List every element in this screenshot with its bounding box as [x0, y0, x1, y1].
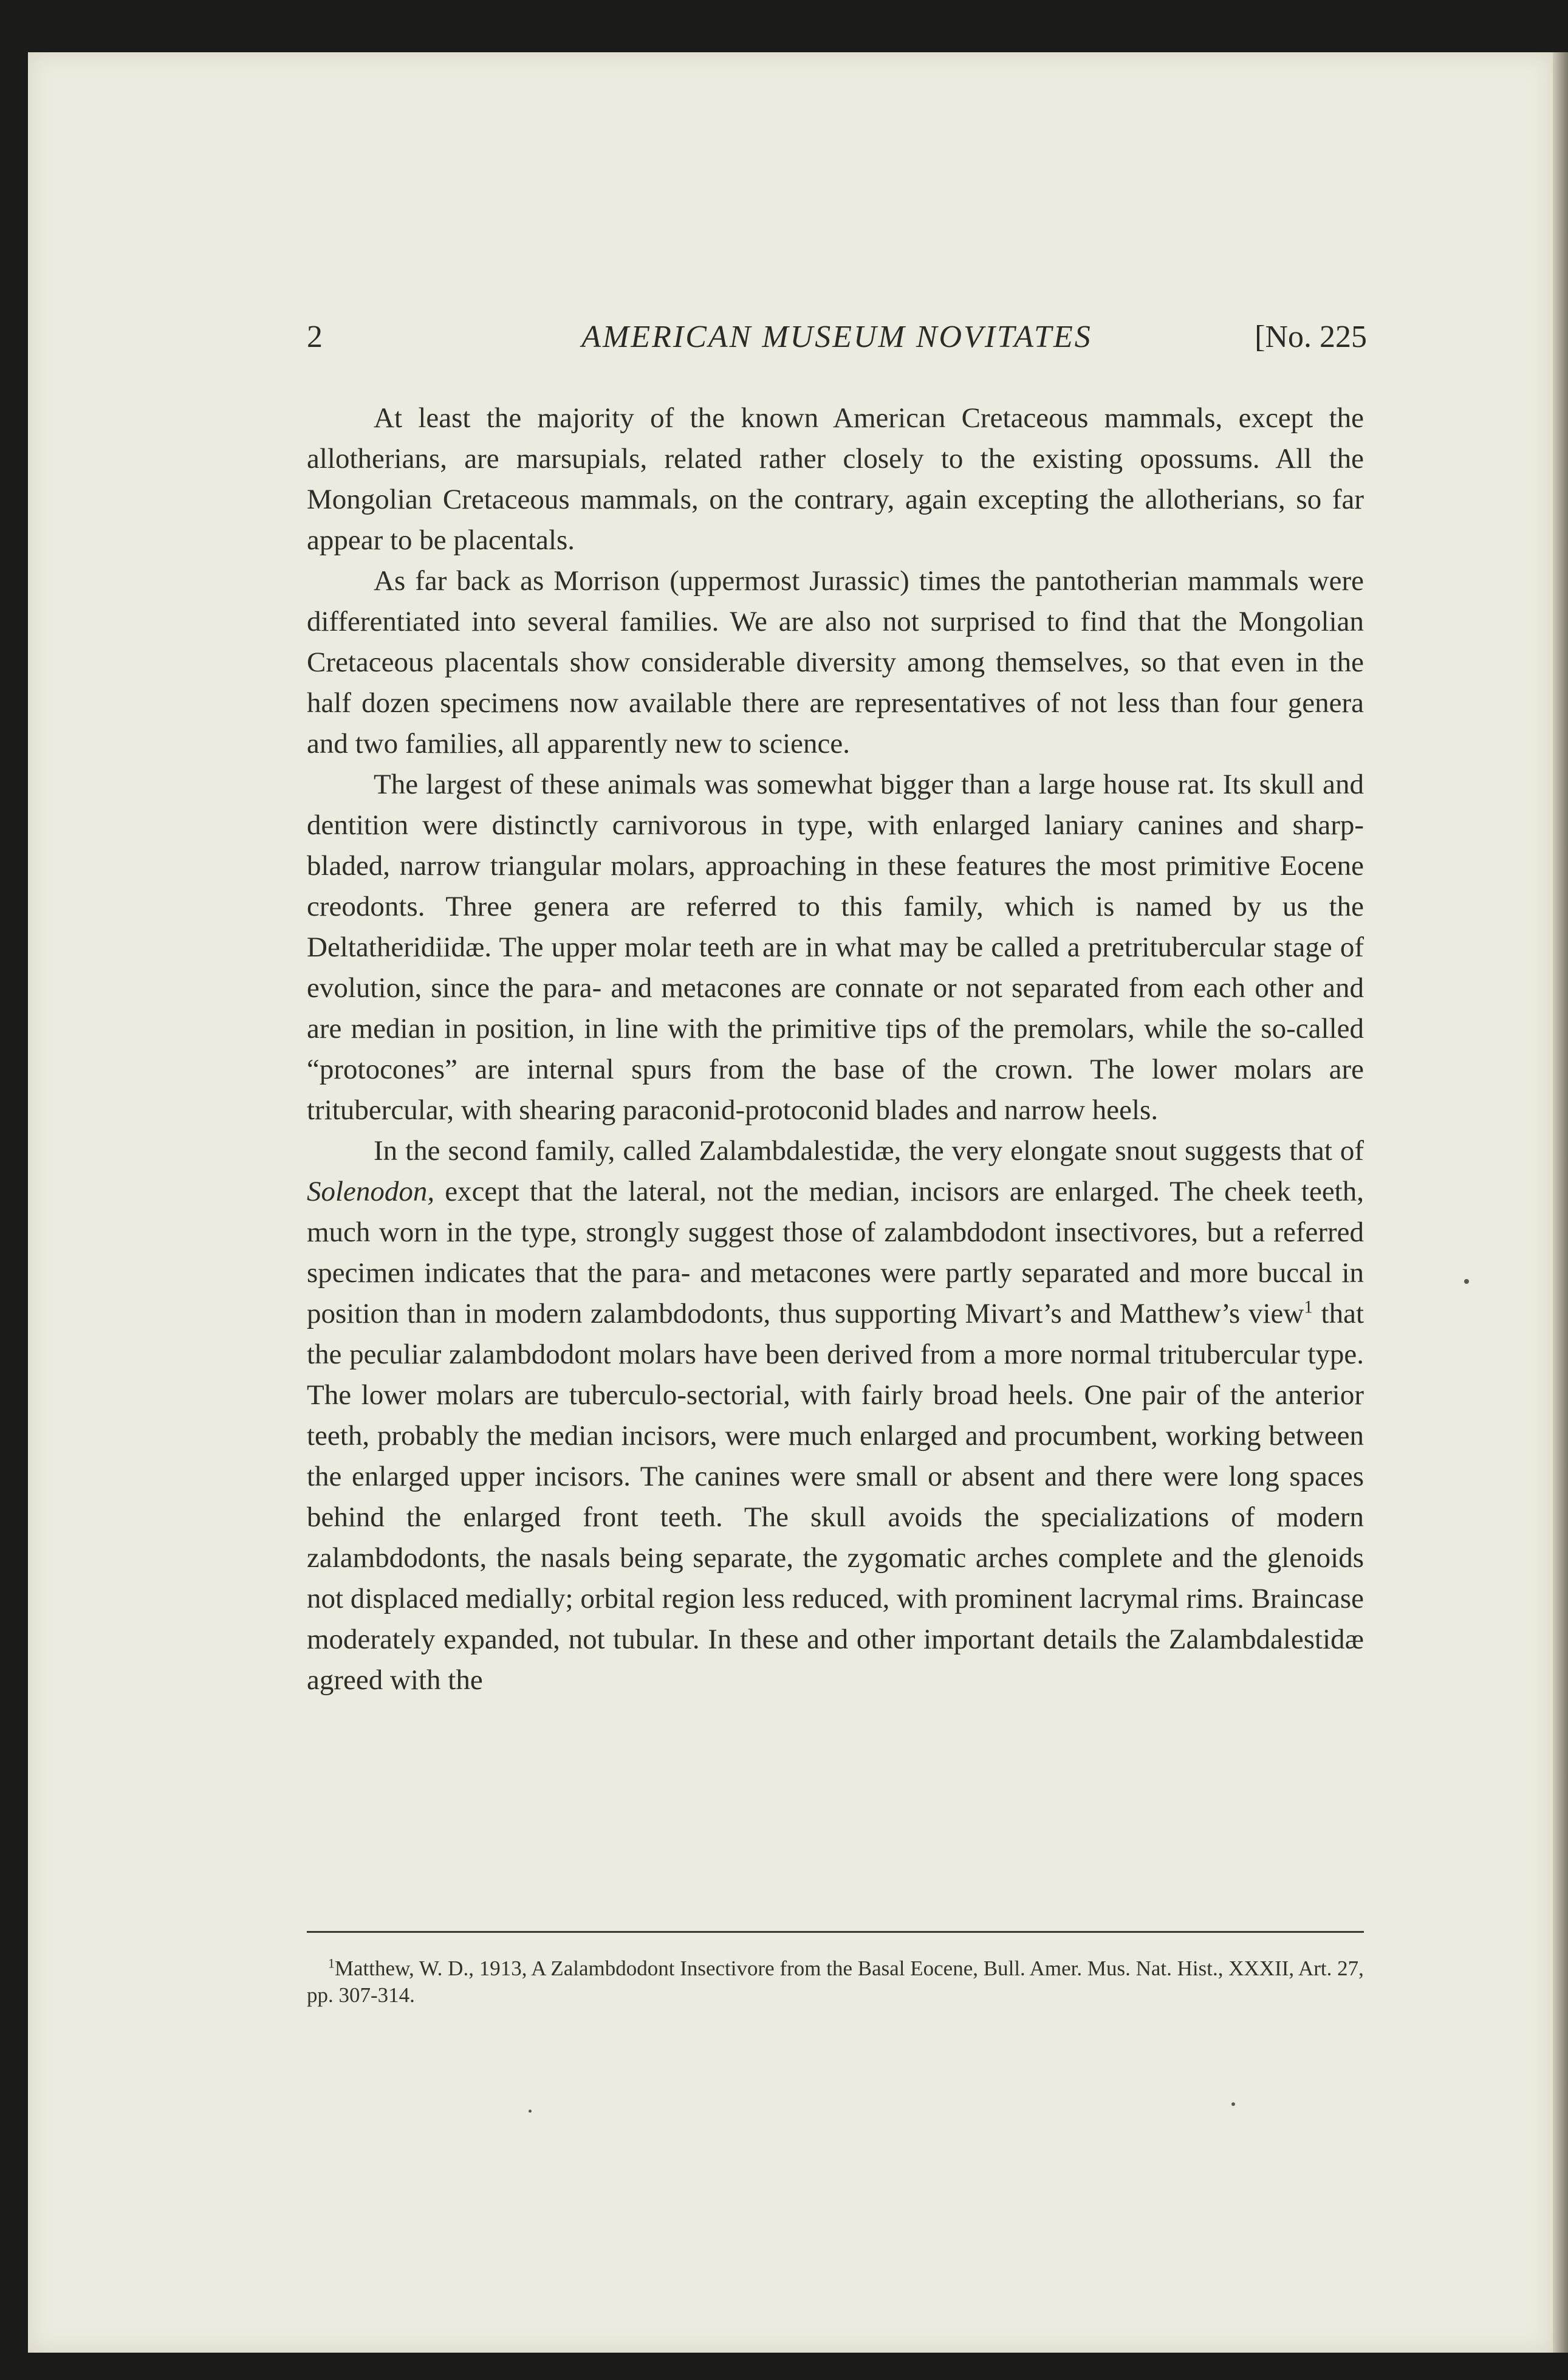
journal-title: AMERICAN MUSEUM NOVITATES [581, 320, 1092, 354]
paragraph-text: In the second family, called Zalambdalestidæ, the very elongate snout suggests that of [374, 1135, 1364, 1167]
footnote-reference: 1 [1304, 1297, 1313, 1317]
issue-number: [No. 225 [1255, 320, 1367, 354]
running-header [307, 319, 1367, 362]
paper-speck [1231, 2102, 1235, 2106]
footnote-rule [307, 1931, 1364, 1933]
paragraph: At least the majority of the known American Cretaceous mammals, except the allotherians, are marsupials, related rather closely to the existing opossums. All the Mongolian Cretaceous mammals, on the contrary, again excepting the allotherians, so far appear to be placentals. [307, 402, 1364, 556]
paper-speck [529, 2110, 532, 2113]
genus-name: Solenodon, [307, 1176, 435, 1207]
footnote-marker: 1 [328, 1956, 335, 1971]
body-text [307, 398, 1364, 1701]
footnote [307, 1955, 1364, 2009]
paragraph-text: except that the lateral, not the median, incisors are enlarged. The cheek teeth, much worn in the type, strongly suggest those of zalambdodont insectivores, but a referred specimen indicates that the para- and metacones were partly separated and more buccal in position than in modern zalambdodonts, thus supporting Mivart’s and Matthew’s view [307, 1176, 1364, 1329]
paragraph-text: that the peculiar zalambdodont molars have been derived from a more normal tritubercular type. The lower molars are tuberculo-sectorial, with fairly broad heels. One pair of the anterior teeth, probably the median incisors, were much enlarged and procumbent, working between the enlarged upper incisors. The canines were small or absent and there were long spaces behind the enlarged front teeth. The skull avoids the specializations of modern zalambdodonts, the nasals being separate, the zygomatic arches complete and the glenoids not displaced medially; orbital region less reduced, with prominent lacrymal rims. Braincase moderately expanded, not tubular. In these and other important details the Zalambdalestidæ agreed with the [307, 1298, 1364, 1696]
paper-speck [1464, 1279, 1469, 1284]
paragraph: As far back as Morrison (uppermost Jurassic) times the pantotherian mammals were differentiated into several families. We are also not surprised to find that the Mongolian Cretaceous placentals show considerable diversity among themselves, so that even in the half dozen specimens now available there are representatives of not less than four genera and two families, all apparently new to science. [307, 565, 1364, 760]
footnote-text: Matthew, W. D., 1913, A Zalambdodont Insectivore from the Basal Eocene, Bull. Amer. Mus. Nat. Hist., XXXII, Art. 27, pp. 307-314. [307, 1956, 1364, 2007]
page-edge [1553, 52, 1568, 2353]
page-number: 2 [307, 320, 323, 354]
paragraph: The largest of these animals was somewhat bigger than a large house rat. Its skull and dentition were distinctly carnivorous in type, with enlarged laniary canines and sharp-bladed, narrow triangular molars, approaching in these features the most primitive Eocene creodonts. Three genera are referred to this family, which is named by us the Deltatheridiidæ. The upper molar teeth are in what may be called a pretritubercular stage of evolution, since the para- and metacones are connate or not separated from each other and are median in position, in line with the primitive tips of the premolars, while the so-called “protocones” are internal spurs from the base of the crown. The lower molars are tritubercular, with shearing paraconid-protoconid blades and narrow heels. [307, 769, 1364, 1126]
paragraph [307, 1131, 1364, 1701]
